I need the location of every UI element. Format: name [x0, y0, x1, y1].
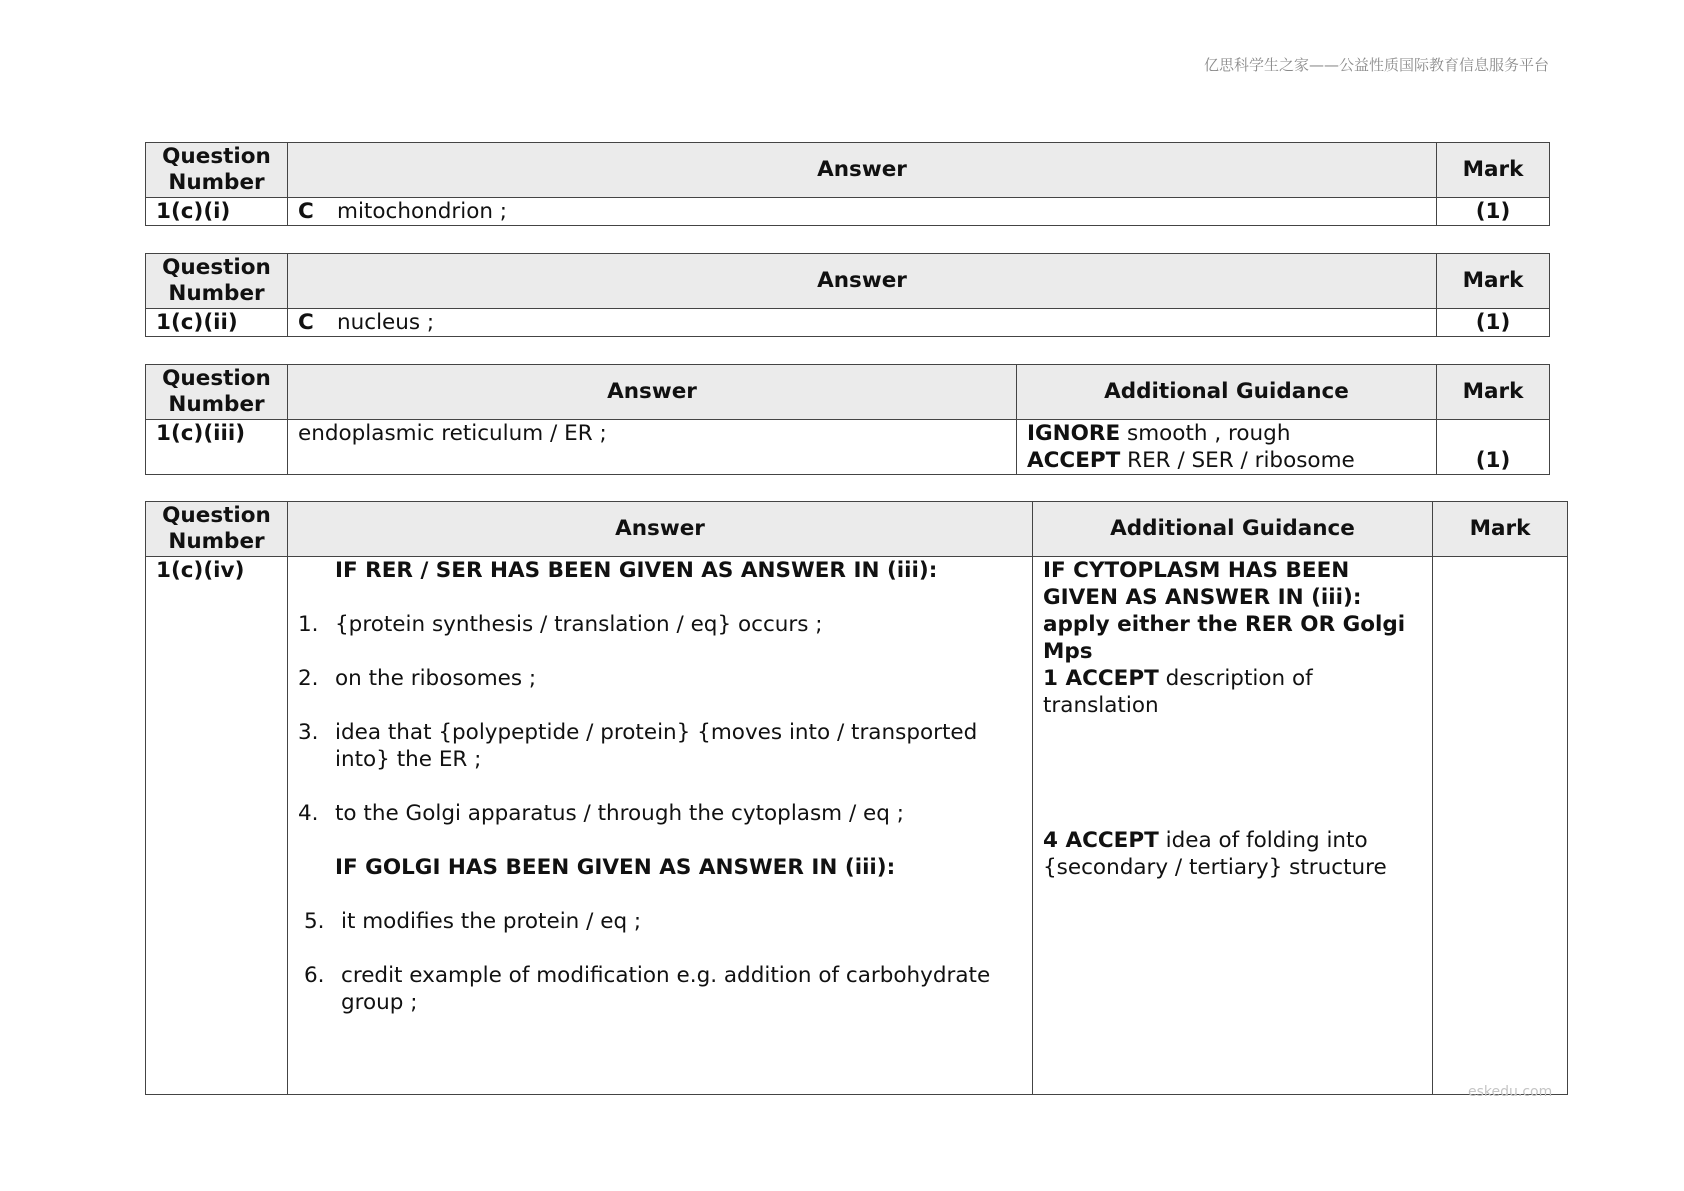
- mark-scheme-table-1ci: [145, 142, 1550, 226]
- guidance-text: idea of folding into {secondary / tertiary} structure: [1043, 828, 1387, 880]
- answer-text: mitochondrion ;: [337, 199, 508, 224]
- list-item: [298, 665, 1022, 692]
- point-text: on the ribosomes ;: [335, 666, 537, 691]
- table-header-row: [146, 502, 1568, 557]
- col-answer: Answer: [288, 365, 1017, 420]
- point-text: credit example of modification e.g. addition of carbohydrate group ;: [341, 963, 991, 1015]
- guidance-point-4: [1043, 827, 1422, 881]
- mark-value: (1): [1437, 309, 1550, 337]
- guidance-heading: IF CYTOPLASM HAS BEEN GIVEN AS ANSWER IN (iii): apply either the RER OR Golgi Mps: [1043, 558, 1406, 664]
- table-header-row: [146, 143, 1550, 198]
- answer-cell: [288, 198, 1437, 226]
- col-additional-guidance: Additional Guidance: [1033, 502, 1433, 557]
- col-question-number: Question Number: [146, 365, 288, 420]
- table-row: [146, 557, 1568, 1095]
- list-item: [298, 800, 1022, 827]
- col-question-number: Question Number: [146, 502, 288, 557]
- point-number: 4.: [298, 801, 319, 826]
- table-row: [146, 420, 1550, 475]
- watermark: eskedu.com: [1468, 1084, 1553, 1100]
- mark-scheme-table-1cii: [145, 253, 1550, 337]
- point-number: 2.: [298, 666, 319, 691]
- point-text: to the Golgi apparatus / through the cytoplasm / eq ;: [335, 801, 904, 826]
- point-number: 5.: [304, 909, 325, 934]
- condition-golgi: IF GOLGI HAS BEEN GIVEN AS ANSWER IN (iii):: [335, 855, 896, 880]
- col-mark: Mark: [1437, 254, 1550, 309]
- col-answer: Answer: [288, 143, 1437, 198]
- table-row: [146, 309, 1550, 337]
- point-number: 6.: [304, 963, 325, 988]
- mark-scheme-table-1civ: [145, 501, 1568, 1095]
- guidance-accept: [1027, 447, 1426, 474]
- page-header: 亿思科学生之家——公益性质国际教育信息服务平台: [1203, 56, 1549, 74]
- mark-cell: [1437, 420, 1550, 475]
- col-answer: Answer: [288, 502, 1033, 557]
- answer-text: endoplasmic reticulum / ER ;: [288, 420, 1017, 475]
- guidance-text: description of translation: [1043, 666, 1313, 718]
- col-question-number: Question Number: [146, 254, 288, 309]
- answer-text: nucleus ;: [337, 310, 435, 335]
- guidance-keyword: IGNORE: [1027, 421, 1121, 446]
- mark-value: (1): [1437, 198, 1550, 226]
- mark-value: [1433, 557, 1568, 1095]
- point-number: 1.: [298, 612, 319, 637]
- answer-option: C: [298, 199, 314, 224]
- guidance-keyword: ACCEPT: [1027, 448, 1121, 473]
- list-item: [298, 719, 1022, 773]
- answer-cell: [288, 309, 1437, 337]
- col-mark: Mark: [1437, 143, 1550, 198]
- guidance-ignore: [1027, 420, 1426, 447]
- question-number: 1(c)(ii): [146, 309, 288, 337]
- list-item: [298, 962, 1022, 1016]
- guidance-text: smooth , rough: [1120, 421, 1291, 446]
- question-number: 1(c)(iii): [146, 420, 288, 475]
- col-mark: Mark: [1433, 502, 1568, 557]
- point-text: it modifies the protein / eq ;: [341, 909, 642, 934]
- guidance-keyword: 1 ACCEPT: [1043, 666, 1159, 691]
- question-number: 1(c)(i): [146, 198, 288, 226]
- guidance-point-1: [1043, 665, 1422, 719]
- table-header-row: [146, 365, 1550, 420]
- list-item: [298, 611, 1022, 638]
- guidance-keyword: 4 ACCEPT: [1043, 828, 1159, 853]
- table-row: [146, 198, 1550, 226]
- point-text: idea that {polypeptide / protein} {moves into / transported into} the ER ;: [335, 720, 978, 772]
- question-number: 1(c)(iv): [146, 557, 288, 1095]
- condition-rer-ser: IF RER / SER HAS BEEN GIVEN AS ANSWER IN (iii):: [335, 558, 938, 583]
- guidance-cell: [1033, 557, 1433, 1095]
- guidance-text: RER / SER / ribosome: [1120, 448, 1355, 473]
- point-number: 3.: [298, 720, 319, 745]
- col-additional-guidance: Additional Guidance: [1017, 365, 1437, 420]
- point-text: {protein synthesis / translation / eq} occurs ;: [335, 612, 823, 637]
- answer-cell: [288, 557, 1033, 1095]
- list-item: [298, 908, 1022, 935]
- mark-value: (1): [1475, 448, 1511, 473]
- table-header-row: [146, 254, 1550, 309]
- col-mark: Mark: [1437, 365, 1550, 420]
- answer-option: C: [298, 310, 314, 335]
- col-answer: Answer: [288, 254, 1437, 309]
- guidance-cell: [1017, 420, 1437, 475]
- mark-scheme-table-1ciii: [145, 364, 1550, 475]
- col-question-number: Question Number: [146, 143, 288, 198]
